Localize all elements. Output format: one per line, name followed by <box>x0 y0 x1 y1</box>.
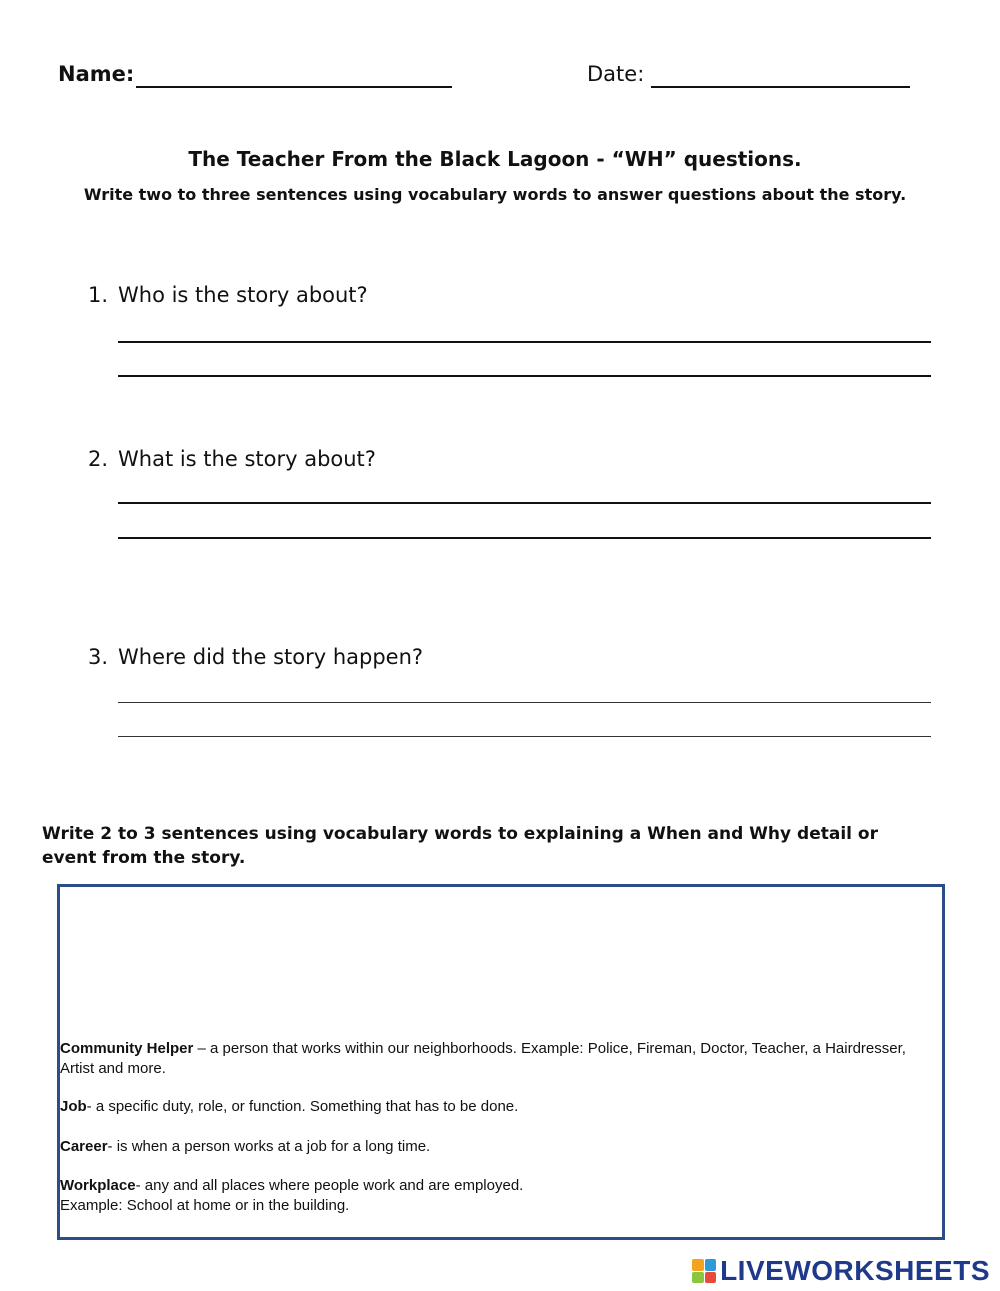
name-label: Name: <box>58 62 135 86</box>
question-3 <box>88 645 423 669</box>
page-title: The Teacher From the Black Lagoon - “WH” questions. <box>188 147 802 171</box>
vocab-definition: - is when a person works at a job for a long time. <box>107 1138 431 1155</box>
answer-line-1b[interactable] <box>118 375 931 377</box>
page-subtitle: Write two to three sentences using vocabulary words to answer questions about the story. <box>83 185 907 204</box>
question-text: Where did the story happen? <box>118 645 424 669</box>
vocab-term: Workplace <box>60 1177 136 1194</box>
date-label: Date: <box>587 62 645 86</box>
question-number: 2. <box>88 447 109 471</box>
answer-line-2b[interactable] <box>118 537 931 539</box>
vocab-example: Example: School at home or in the building. <box>60 1197 350 1214</box>
date-field[interactable] <box>651 86 910 88</box>
question-2 <box>88 447 376 471</box>
liveworksheets-logo-icon <box>692 1259 716 1283</box>
vocab-item <box>60 1039 920 1079</box>
vocab-definition: – a person that works within our neighborhoods. Example: Police, Fireman, Doctor, Teacher, a Hairdresser, Artist and more. <box>60 1040 906 1077</box>
question-text: What is the story about? <box>118 447 376 471</box>
vocab-item <box>60 1176 920 1216</box>
vocab-item <box>60 1137 920 1157</box>
vocab-term: Community Helper <box>60 1040 194 1057</box>
answer-line-1a[interactable] <box>118 341 931 343</box>
answer-line-2a[interactable] <box>118 502 931 504</box>
question-1 <box>88 283 368 307</box>
vocab-definition: - a specific duty, role, or function. Something that has to be done. <box>86 1098 519 1115</box>
answer-line-3b[interactable] <box>118 736 931 737</box>
vocab-term: Career <box>60 1138 108 1155</box>
logo-text: LIVEWORKSHEETS <box>720 1255 990 1286</box>
vocab-item <box>60 1097 920 1117</box>
liveworksheets-logo <box>692 1256 990 1286</box>
vocab-term: Job <box>60 1098 87 1115</box>
name-field[interactable] <box>136 86 452 88</box>
vocab-definition: - any and all places where people work and are employed. <box>135 1177 524 1194</box>
question-number: 1. <box>88 283 109 307</box>
instructions: Write 2 to 3 sentences using vocabulary words to explaining a When and Why detail or event from the story. <box>42 824 878 868</box>
question-number: 3. <box>88 645 109 669</box>
answer-line-3a[interactable] <box>118 702 931 703</box>
question-text: Who is the story about? <box>118 283 368 307</box>
